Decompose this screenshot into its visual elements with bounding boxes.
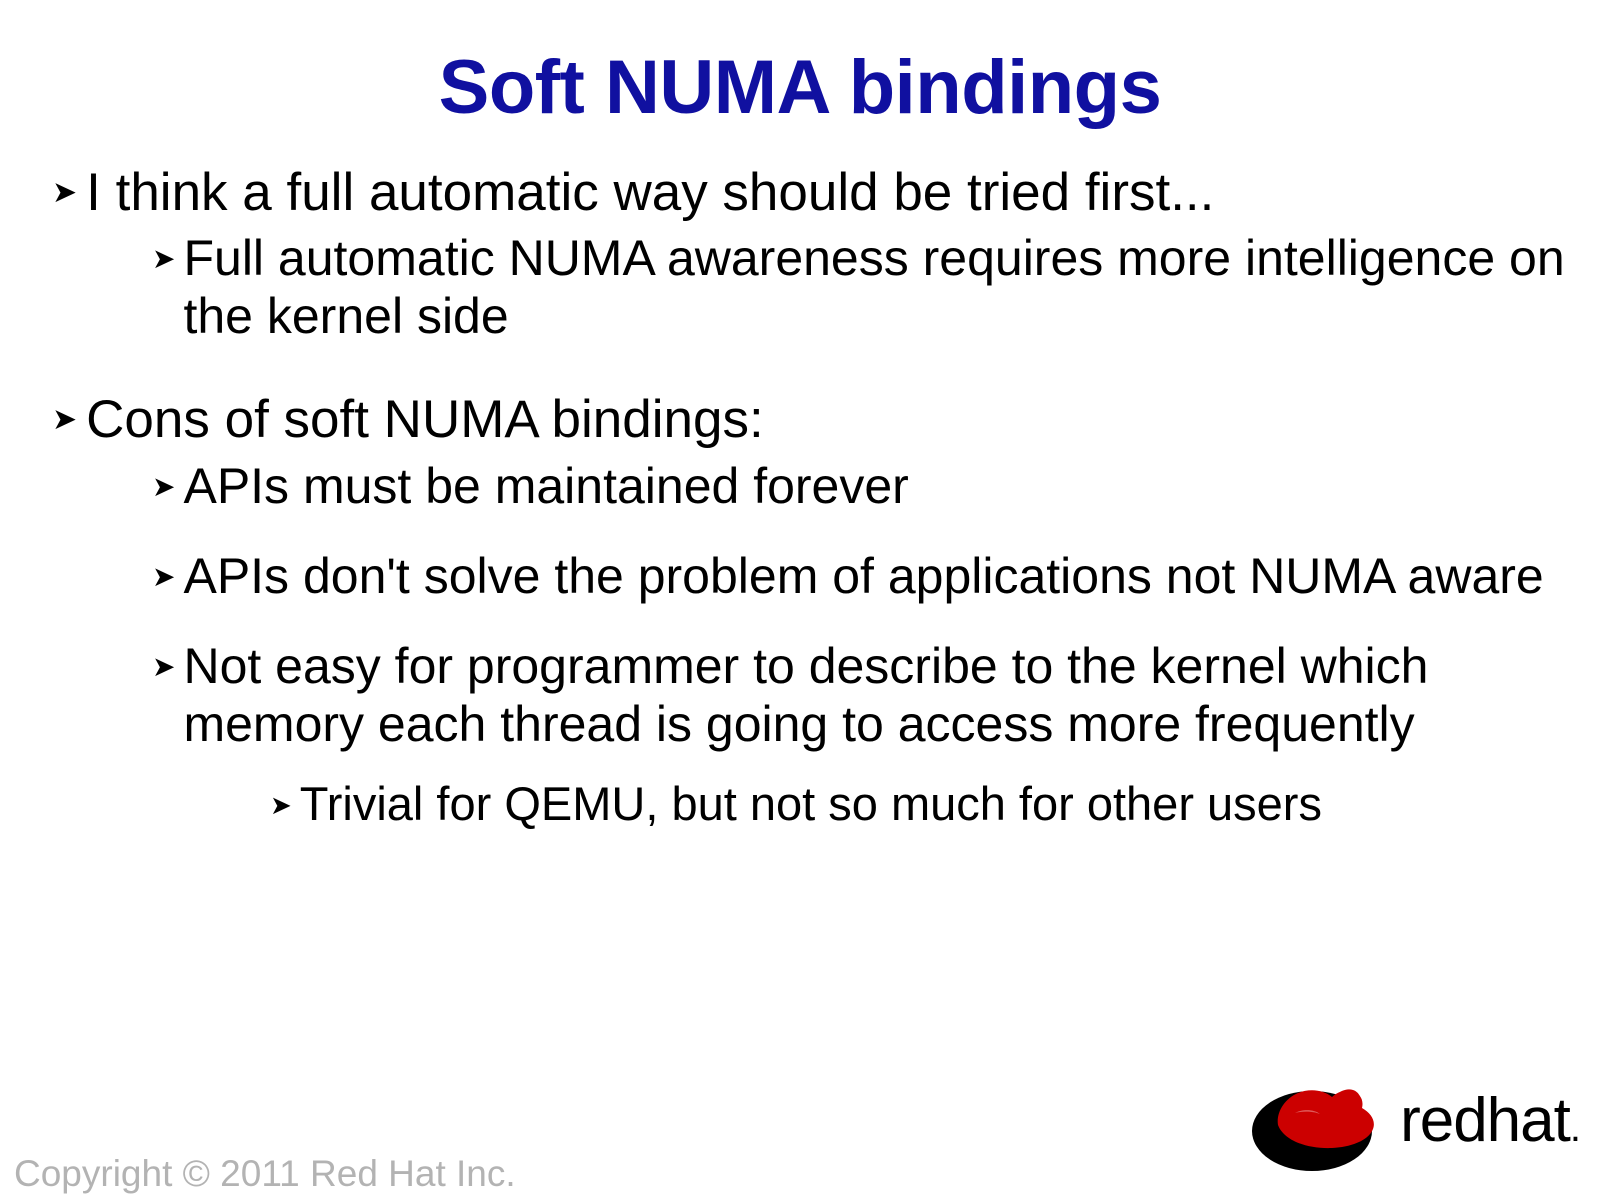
copyright-text: Copyright © 2011 Red Hat Inc.	[14, 1153, 516, 1194]
bullet-marker-icon: ➤	[152, 243, 176, 275]
bullet-level2	[152, 637, 1572, 753]
bullet-text: Full automatic NUMA awareness requires more intelligence on the kernel side	[183, 230, 1565, 345]
bullet-level2	[152, 547, 1572, 605]
spacer	[52, 763, 1572, 777]
bullet-marker-icon: ➤	[270, 789, 292, 820]
bullet-marker-icon: ➤	[52, 175, 78, 209]
bullet-marker-icon: ➤	[152, 470, 176, 502]
bullet-text: Trivial for QEMU, but not so much for other users	[299, 776, 1322, 830]
bullet-marker-icon: ➤	[152, 560, 176, 592]
bullet-text: APIs must be maintained forever	[183, 457, 909, 514]
bullet-text: I think a full automatic way should be tried first...	[86, 162, 1215, 222]
redhat-shadowman-icon	[1240, 1069, 1390, 1173]
logo-word-hat: hat	[1486, 1086, 1570, 1155]
spacer	[52, 525, 1572, 547]
bullet-level1	[52, 389, 1572, 450]
page-title: Soft NUMA bindings	[438, 45, 1162, 130]
bullet-marker-icon: ➤	[152, 650, 176, 682]
spacer	[52, 615, 1572, 637]
bullet-level2	[152, 229, 1572, 345]
redhat-logo	[1240, 1069, 1580, 1173]
bullet-level1	[52, 162, 1572, 223]
bullet-text: APIs don't solve the problem of applications not NUMA aware	[183, 547, 1544, 604]
bullet-text: Not easy for programmer to describe to the kernel which memory each thread is going to access more frequently	[183, 637, 1429, 752]
bullet-marker-icon: ➤	[52, 403, 78, 437]
bullet-level3	[270, 777, 1572, 832]
slide-content	[0, 162, 1600, 831]
spacer	[52, 355, 1572, 389]
redhat-wordmark	[1400, 1086, 1580, 1155]
logo-trademark: .	[1569, 1106, 1580, 1150]
bullet-text: Cons of soft NUMA bindings:	[86, 390, 764, 450]
bullet-level2	[152, 457, 1572, 515]
logo-word-red: red	[1400, 1086, 1487, 1155]
